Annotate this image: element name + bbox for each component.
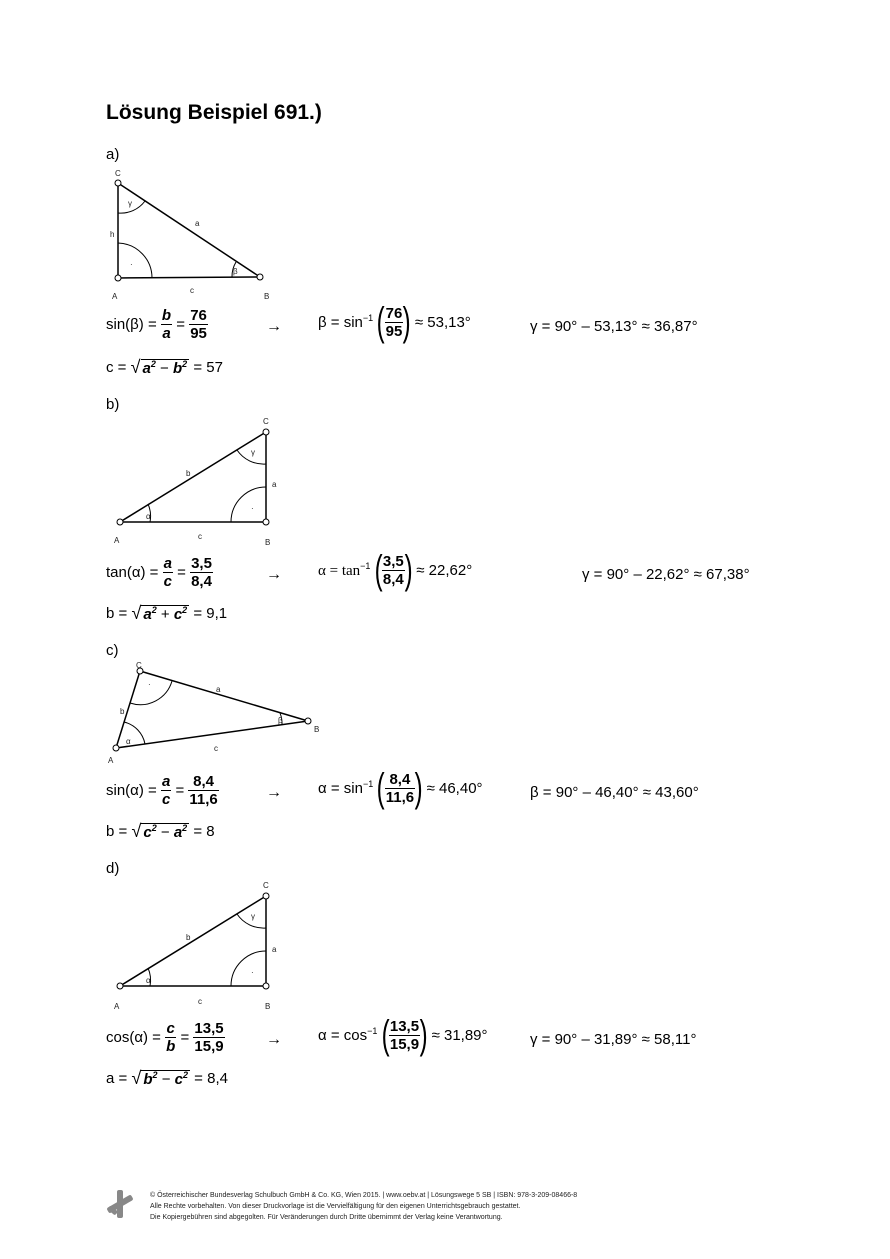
part-label-b: b) <box>106 396 120 413</box>
side-c-label: c <box>198 532 202 541</box>
equation-b-side: b = √ $a^2 + c^2 = 9,1$ <box>106 603 228 623</box>
footer-line-2: Alle Rechte vorbehalten. Von dieser Druckvorlage ist die Vervielfältigung für den eigenen Unterrichtsgebrauch gestattet. <box>150 1203 521 1210</box>
vertex-b-label: B <box>265 538 271 547</box>
equation-c-primary: sin(α) = $\frac{a}{c}$ = $\frac{8,4}{11,6}$ <box>106 773 218 808</box>
equation-a-third-angle: γ = 90° – 53,13° ≈ 36,87° <box>530 318 698 335</box>
equation-c-inverse: $\alpha = \sin^{-1}$ ( $\frac{8,4}{11,6}$ ) ≈ 46,40° <box>318 766 483 810</box>
angle-gamma-label: γ <box>128 199 132 208</box>
side-c-label: c <box>198 997 202 1006</box>
angle-alpha-label: α <box>126 737 131 746</box>
publisher-logo-icon <box>104 1188 136 1220</box>
part-label-c: c) <box>106 642 119 659</box>
vertex-b-label: B <box>265 1002 271 1011</box>
equation-d-inverse: $\alpha = \cos^{-1}$ ( $\frac{13,5}{15,9}$ ) ≈ 31,89° <box>318 1013 488 1057</box>
fraction-variables: $\frac{b}{a}$ <box>161 307 172 342</box>
vertex-b-label: B <box>314 725 320 734</box>
equation-b-inverse: $\alpha = \tan^{-1}$ ( $\frac{3,5}{8,4}$ ) ≈ 22,62° <box>318 548 473 592</box>
arrow-icon: → <box>266 784 282 801</box>
arrow-icon: → <box>266 566 282 583</box>
side-h-label: h <box>110 230 115 239</box>
vertex-c-label: C <box>263 417 269 426</box>
arrow-icon: → <box>266 1031 282 1048</box>
equation-c-third-angle: β = 90° – 46,40° ≈ 43,60° <box>530 784 699 801</box>
vertex-c-label: C <box>136 661 142 670</box>
page-title: Lösung Beispiel 691.) <box>106 101 322 124</box>
vertex-a-label: A <box>108 756 114 765</box>
arrow-icon: → <box>266 318 282 335</box>
angle-gamma-label: γ <box>251 448 255 457</box>
vertex-a-label: A <box>114 1002 120 1011</box>
vertex-a-label: A <box>114 536 120 545</box>
equation-a-side: c = √ $a^2 - b^2 = 57$ <box>106 357 223 377</box>
side-a-label: a <box>272 480 277 489</box>
vertex-b-label: B <box>264 292 270 301</box>
right-angle-mark: · <box>130 260 133 269</box>
equation-a-primary: sin(β) = $\frac{b}{a}$ = $\frac{76}{95}$ <box>106 307 207 342</box>
side-c-label: c <box>190 286 194 295</box>
vertex-a-label: A <box>112 292 118 301</box>
side-a-label: a <box>216 685 221 694</box>
side-b-label: b <box>186 933 191 942</box>
side-b-label: b <box>120 707 125 716</box>
footer-line-3: Die Kopiergebühren sind abgegolten. Für Veränderungen durch Dritte übernimmt der Verlag keine Verantwortung. <box>150 1214 503 1221</box>
fraction-values: $\frac{76}{95}$ <box>190 307 207 342</box>
angle-gamma-label: γ <box>251 912 255 921</box>
angle-beta-label: β <box>278 716 283 725</box>
side-b-label: b <box>186 469 191 478</box>
equation-b-third-angle: γ = 90° – 22,62° ≈ 67,38° <box>582 566 750 583</box>
equation-d-side: a = √ $b^2 - c^2 = 8,4$ <box>106 1068 228 1088</box>
equation-a-inverse: $\beta = \sin^{-1}$ ( $\frac{76}{95}$ ) ≈ 53,13° <box>318 300 471 344</box>
part-label-a: a) <box>106 146 120 163</box>
right-angle-mark: · <box>251 504 254 513</box>
triangle-figure-d <box>108 876 288 1016</box>
equation-d-third-angle: γ = 90° – 31,89° ≈ 58,11° <box>530 1031 697 1048</box>
equation-d-primary: cos(α) = $\frac{c}{b}$ = $\frac{13,5}{15,9}$ <box>106 1020 224 1055</box>
side-a-label: a <box>272 945 277 954</box>
vertex-c-label: C <box>115 169 121 178</box>
footer-copyright <box>150 1190 690 1223</box>
angle-beta-label: β <box>233 267 238 276</box>
equation-b-primary: tan(α) = $\frac{a}{c}$ = $\frac{3,5}{8,4}$ <box>106 555 212 590</box>
right-angle-mark: · <box>148 680 151 689</box>
angle-alpha-label: α <box>146 976 151 985</box>
equation-c-side: b = √ $c^2 - a^2 = 8$ <box>106 821 215 841</box>
triangle-figure-c <box>106 660 326 770</box>
right-angle-mark: · <box>251 968 254 977</box>
eq-lhs: sin(β) = <box>106 316 157 333</box>
vertex-c-label: C <box>263 881 269 890</box>
footer-line-1: © Österreichischer Bundesverlag Schulbuch GmbH & Co. KG, Wien 2015. | www.oebv.at | Lösungswege 5 SB | ISBN: 978-3-209-08466-8 <box>150 1192 578 1199</box>
angle-alpha-label: α <box>146 512 151 521</box>
part-label-d: d) <box>106 860 120 877</box>
triangle-figure-b <box>108 412 288 552</box>
side-a-label: a <box>195 219 200 228</box>
triangle-figure-a <box>108 165 278 305</box>
side-c-label: c <box>214 744 218 753</box>
